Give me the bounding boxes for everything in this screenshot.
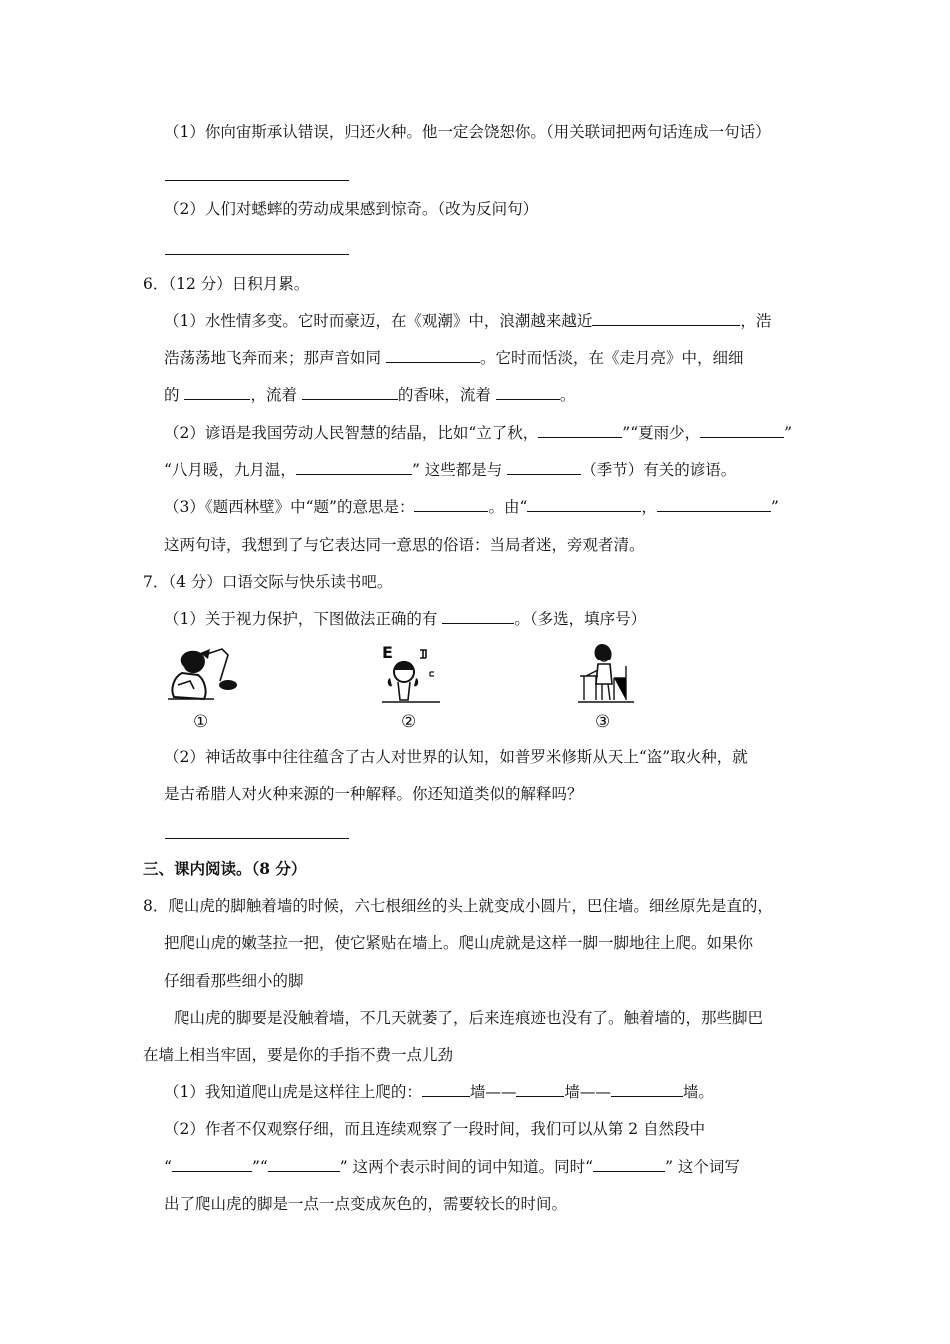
q6-blank-ti-meaning[interactable]: [414, 497, 488, 512]
q8-s1-text-d: 墙。: [682, 1083, 714, 1101]
q6-blank-xiayu[interactable]: [700, 423, 784, 438]
q8-blank-step-2[interactable]: [516, 1082, 564, 1097]
q8-blank-step-3[interactable]: [611, 1082, 683, 1097]
q7-p1-text-a: （1）关于视力保护，下图做法正确的有: [164, 610, 438, 628]
q8-sub1: [164, 1082, 714, 1102]
q6-part1-line2: [164, 348, 743, 368]
q5-answer-line-2[interactable]: [165, 254, 349, 255]
figure-reading-lamp: [164, 645, 244, 707]
q8-passage-line-2: 把爬山虎的嫩茎拉一把，使它紧贴在墙上。爬山虎就是这样一脚一脚地往上爬。如果你: [164, 934, 754, 952]
q8-blank-step-1[interactable]: [422, 1082, 470, 1097]
q6-part3-line1: [164, 497, 779, 517]
q8-passage-line-4: 爬山虎的脚要是没触着墙，不几天就萎了，后来连痕迹也没有了。触着墙的，那些脚巴: [174, 1009, 764, 1027]
q6-p2-text-c: ”: [784, 424, 793, 442]
q6-p2-text-e: ” 这些都是与: [411, 461, 503, 479]
q6-p1-text-a: （1）水性情多变。它时而豪迈，在《观潮》中，浪潮越来越近: [164, 312, 593, 330]
q6-blank-poem-2[interactable]: [657, 497, 771, 512]
q8-blank-word[interactable]: [593, 1157, 665, 1172]
figure-label-3: ③: [595, 712, 611, 732]
q7-blank-choice[interactable]: [442, 609, 514, 624]
q6-title: 6．（12 分）日积月累。: [143, 275, 310, 293]
q8-passage-line-1: 8．爬山虎的脚触着墙的时候，六七根细丝的头上就变成小圆片，巴住墙。细丝原先是直的，: [143, 897, 773, 915]
figure-eye-chart: [380, 642, 444, 708]
q6-blank-season[interactable]: [507, 460, 581, 475]
q8-s2-text-d: ” 这两个表示时间的词中知道。同时“: [339, 1158, 594, 1176]
q6-p1-text-f: ，流着: [250, 386, 297, 404]
q8-blank-time-1[interactable]: [172, 1157, 252, 1172]
q6-blank-bayue[interactable]: [296, 460, 412, 475]
q6-blank-guanchao[interactable]: [592, 311, 740, 326]
q8-s2-text-b: “: [164, 1158, 172, 1176]
eye-chart-letter-e: E: [382, 643, 393, 662]
q8-s2-text-c: ”“: [251, 1158, 268, 1176]
q5-answer-line-1[interactable]: [165, 180, 349, 181]
q8-sub2-line3: 出了爬山虎的脚是一点一点变成灰色的，需要较长的时间。: [164, 1195, 568, 1213]
q6-p1-text-c: 浩荡荡地飞奔而来；那声音如同: [164, 349, 382, 367]
q8-blank-time-2[interactable]: [268, 1157, 340, 1172]
q6-part1-line1: [164, 311, 771, 331]
q6-blank-flowing[interactable]: [496, 385, 560, 400]
q6-blank-poem-1[interactable]: [527, 497, 641, 512]
q6-part2-line2: [164, 460, 736, 480]
q6-part2-line1: [164, 423, 792, 443]
q6-p3-text-b: 。由“: [488, 498, 528, 516]
q8-s1-text-b: 墙——: [469, 1083, 517, 1101]
q7-part2-line1: （2）神话故事中往往蕴含了古人对世界的认知，如普罗米修斯从天上“盗”取火种，就: [164, 748, 748, 766]
q6-p1-text-b: ，浩: [740, 312, 772, 330]
q6-blank-liqiu[interactable]: [538, 423, 622, 438]
q8-s1-text-a: （1）我知道爬山虎是这样往上爬的：: [164, 1083, 422, 1101]
q6-p2-text-a: （2）谚语是我国劳动人民智慧的结晶，比如“立了秋，: [164, 424, 539, 442]
q7-title: 7．（4 分）口语交际与快乐读书吧。: [143, 573, 393, 591]
q6-p1-text-h: 。: [559, 386, 576, 404]
q6-p1-text-g: 的香味，流着: [397, 386, 491, 404]
q6-p2-text-f: （季节）有关的谚语。: [581, 461, 737, 479]
figure-correct-posture: [578, 640, 638, 706]
q8-sub2-line1: （2）作者不仅观察仔细，而且连续观察了一段时间，我们可以从第 2 自然段中: [164, 1120, 706, 1138]
q6-part3-line2: 这两句诗，我想到了与它表达同一意思的俗语：当局者迷，旁观者清。: [164, 536, 645, 554]
q6-p3-text-c: ，: [641, 498, 657, 516]
q7-p1-text-b: 。（多选，填序号）: [514, 610, 647, 628]
figure-label-2: ②: [401, 712, 417, 732]
q6-p2-text-b: ”“夏雨少，: [622, 424, 701, 442]
q6-p3-text-a: （3）《题西林壁》中“题”的意思是：: [164, 498, 415, 516]
q7-part1: [164, 609, 646, 629]
q6-p3-text-d: ”: [770, 498, 779, 516]
q5-sentence-1: （1）你向宙斯承认错误，归还火种。他一定会饶恕你。（用关联词把两句话连成一句话）: [164, 123, 771, 141]
q8-passage-line-3: 仔细看那些细小的脚: [164, 972, 304, 990]
q5-sentence-2: （2）人们对蟋蟀的劳动成果感到惊奇。（改为反问句）: [164, 200, 539, 218]
q6-p2-text-d: “八月暖，九月温，: [164, 461, 296, 479]
q8-sub2-line2: [164, 1157, 740, 1177]
q8-s1-text-c: 墙——: [564, 1083, 611, 1101]
q6-p1-text-d: 。它时而恬淡，在《走月亮》中，细细: [479, 349, 744, 367]
q6-blank-xixi[interactable]: [184, 385, 250, 400]
figure-label-1: ①: [193, 712, 209, 732]
q6-blank-sound[interactable]: [386, 348, 480, 363]
q6-blank-fragrance[interactable]: [302, 385, 398, 400]
q6-p1-text-e: 的: [164, 386, 180, 404]
section-3-title: 三、课内阅读。（8 分）: [143, 859, 307, 878]
q6-part1-line3: [164, 385, 575, 405]
q7-part2-line2: 是古希腊人对火种来源的一种解释。你还知道类似的解释吗？: [164, 785, 583, 803]
q8-passage-line-5: 在墙上相当牢固，要是你的手指不费一点儿劲: [143, 1046, 454, 1064]
q7-answer-line[interactable]: [165, 838, 349, 839]
q8-s2-text-e: ” 这个词写: [665, 1158, 740, 1176]
